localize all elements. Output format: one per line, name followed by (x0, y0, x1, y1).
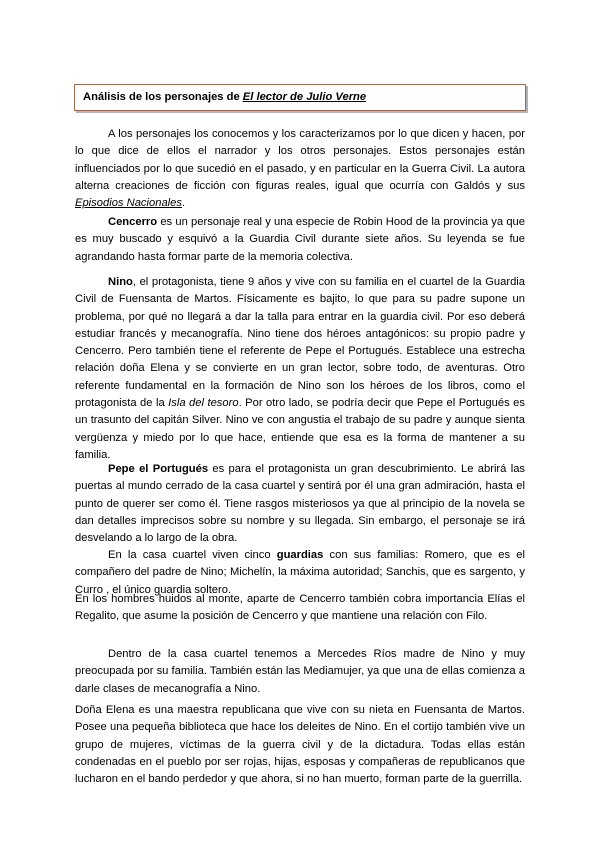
paragraph-pepe: Pepe el Portugués es para el protagonista un gran descubrimiento. Le abrirá las puertas al mundo cerrado de la casa cuartel y sentirá por él una gran admiración, hasta el punto de querer ser como él. Tiene rasgos misteriosos ya que al principio de la novela se dan detalles imprecisos sobre su nombre y su llegada. Sin embargo, el personaje se irá desvelando a lo largo de la obra. (75, 463, 526, 545)
paragraph-cencerro: Cencerro es un personaje real y una especie de Robin Hood de la provincia ya que es muy buscado y esquivó a la Guardia Civil durante siete años. Su leyenda se fue agrandando hasta formar parte de la memoria colectiva. (75, 216, 525, 263)
episodios-nacionales: Episodios Nacionales (75, 197, 182, 210)
paragraph-guardias: En la casa cuartel viven cinco guardias con sus familias: Romero, que es el compañero del padre de Nino; Michelín, la máxima autoridad; Sanchis, que es sargento, y Curro , el único guardia soltero. (75, 549, 525, 596)
document-title (74, 84, 526, 111)
paragraph-nino: Nino, el protagonista, tiene 9 años y vive con su familia en el cuartel de la Guardia Civil de Fuensanta de Martos. Físicamente es bajito, lo que para su padre supone un problema, por qué no llegará a dar la talla para entrar en la guardia civil. Por eso deberá estudiar francés y mecanografía. Nino tiene dos héroes antagónicos: su propio padre y Cencerro. Pero también tiene el referente de Pepe el Portugués. Establece una estrecha relación doña Elena y se convierte en un gran lector, sobre todo, de aventuras. Otro referente fundamental en la formación de Nino son los héroes de los libros, como el protagonista de la Isla del tesoro. Por otro lado, se podría decir que Pepe el Portugués es un trasunto del capitán Silver. Nino ve con angustia el trabajo de su padre y aunque sienta vergüenza y miedo por lo que hace, entiende que esa es la forma de mantener a su familia. (75, 276, 525, 461)
name-nino: Nino (108, 276, 133, 288)
paragraph-intro: A los personajes los conocemos y los caracterizamos por lo que dicen y hacen, por lo que dice de ellos el narrador y los otros personajes. Estos personajes están influenciados por lo que sucedió en el pasado, y en particular en la Guerra Civil. La autora alterna creaciones de ficción con figuras reales, igual que ocurría con Galdós y sus Episodios Nacionales. (75, 128, 525, 210)
name-guardias: guardias (276, 549, 324, 561)
paragraph-elena: Doña Elena es una maestra republicana que vive con su nieta en Fuensanta de Martos. Posee una pequeña biblioteca que hace los deleites de Nino. En el cortijo también vive un grupo de mujeres, víctimas de la guerra civil y de la dictadura. Todas ellas están condenadas en el pueblo por ser rojas, hijas, esposas y compañeras de republicanos que lucharon en el bando perdedor y que ahora, si no han muerto, forman parte de la guerrilla. (75, 704, 525, 786)
paragraph-huidos: En los hombres huidos al monte, aparte de Cencerro también cobra importancia Elías el Regalito, que asume la posición de Cencerro y que mantiene una relación con Filo. (75, 593, 525, 623)
book-title: El lector de Julio Verne (242, 91, 367, 103)
title-prefix: Análisis de los personajes de (83, 91, 243, 103)
isla-del-tesoro: Isla del tesoro (168, 397, 239, 410)
name-pepe: Pepe el Portugués (108, 463, 209, 475)
name-cencerro: Cencerro (108, 216, 158, 228)
paragraph-mercedes: Dentro de la casa cuartel tenemos a Mercedes Ríos madre de Nino y muy preocupada por su familia. También están las Mediamujer, ya que una de ellas comienza a darle clases de mecanografía a Nino. (75, 648, 525, 695)
